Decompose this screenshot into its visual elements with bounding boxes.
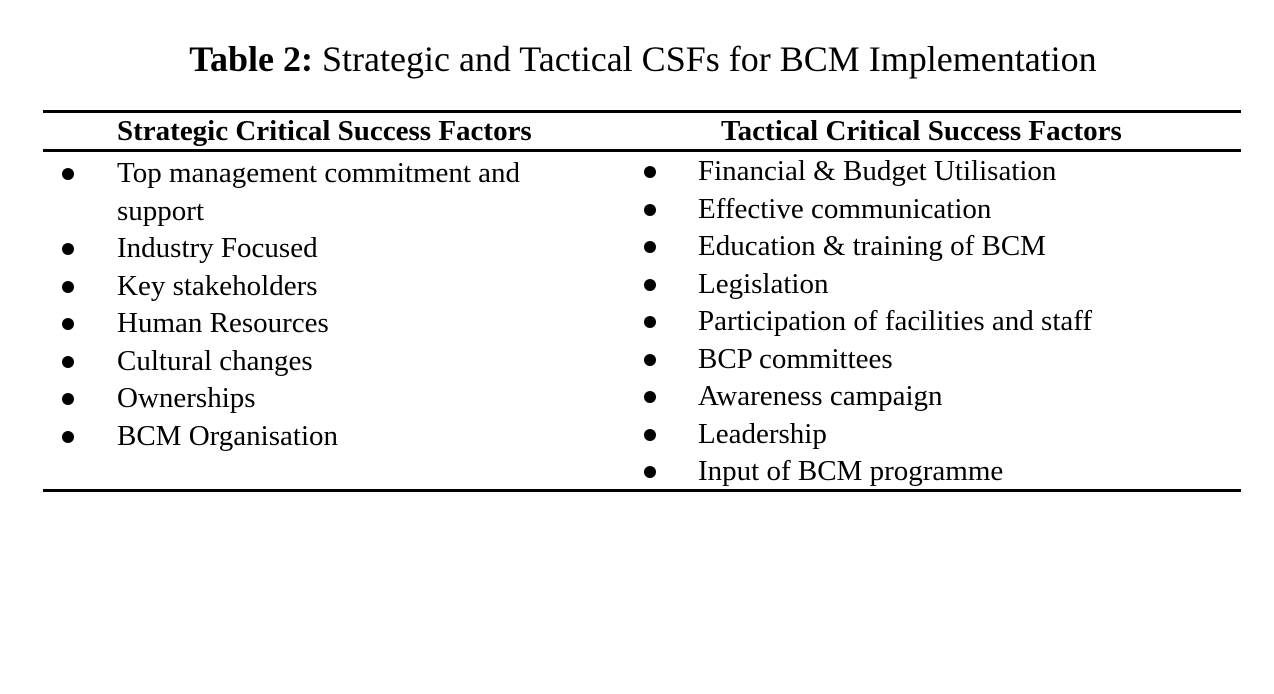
strategic-column-header: Strategic Critical Success Factors <box>117 115 532 147</box>
bullet-icon <box>644 279 656 291</box>
list-item-text: Input of BCM programme <box>698 455 1004 487</box>
tactical-factors-list <box>0 153 1092 491</box>
list-item-text: Financial & Budget Utilisation <box>698 155 1057 187</box>
bullet-icon <box>644 316 656 328</box>
list-item <box>0 341 1092 379</box>
list-item-text: Participation of facilities and staff <box>698 305 1093 337</box>
list-item-text: Leadership <box>698 417 827 450</box>
list-item-text: Effective communication <box>698 192 992 225</box>
list-item-text: Cultural changes <box>117 344 313 377</box>
list-item <box>0 378 1092 416</box>
tactical-column-header: Tactical Critical Success Factors <box>721 115 1122 147</box>
list-item <box>0 453 1092 491</box>
list-item-text: Education & training of BCM <box>698 230 1046 262</box>
list-item-text: Top management commitment and support <box>117 157 521 227</box>
table-bottom-rule <box>43 489 1241 492</box>
list-item-text: Ownerships <box>117 382 256 414</box>
table-caption-label: Table 2: <box>189 39 313 79</box>
list-item <box>0 191 1092 229</box>
list-item <box>0 266 1092 304</box>
list-item-text: Legislation <box>698 267 829 300</box>
list-item <box>0 153 1092 191</box>
list-item <box>0 303 1092 341</box>
table-caption-title: Strategic and Tactical CSFs for BCM Implementation <box>313 39 1097 79</box>
bullet-icon <box>644 466 656 478</box>
list-item-text: Industry Focused <box>117 232 318 264</box>
list-item-text: BCP committees <box>698 342 893 375</box>
list-item-text: Awareness campaign <box>698 380 943 412</box>
bullet-icon <box>644 204 656 216</box>
bullet-icon <box>644 429 656 441</box>
list-item-text: Human Resources <box>117 307 329 339</box>
list-item-text: BCM Organisation <box>117 419 338 452</box>
bullet-icon <box>644 354 656 366</box>
bullet-icon <box>644 241 656 253</box>
table-top-rule <box>43 110 1241 113</box>
list-item-text: Key stakeholders <box>117 269 318 302</box>
list-item <box>0 228 1092 266</box>
bullet-icon <box>644 391 656 403</box>
table-header-rule <box>43 149 1241 152</box>
list-item <box>0 416 1092 454</box>
bullet-icon <box>644 166 656 178</box>
table-caption <box>0 38 1274 80</box>
